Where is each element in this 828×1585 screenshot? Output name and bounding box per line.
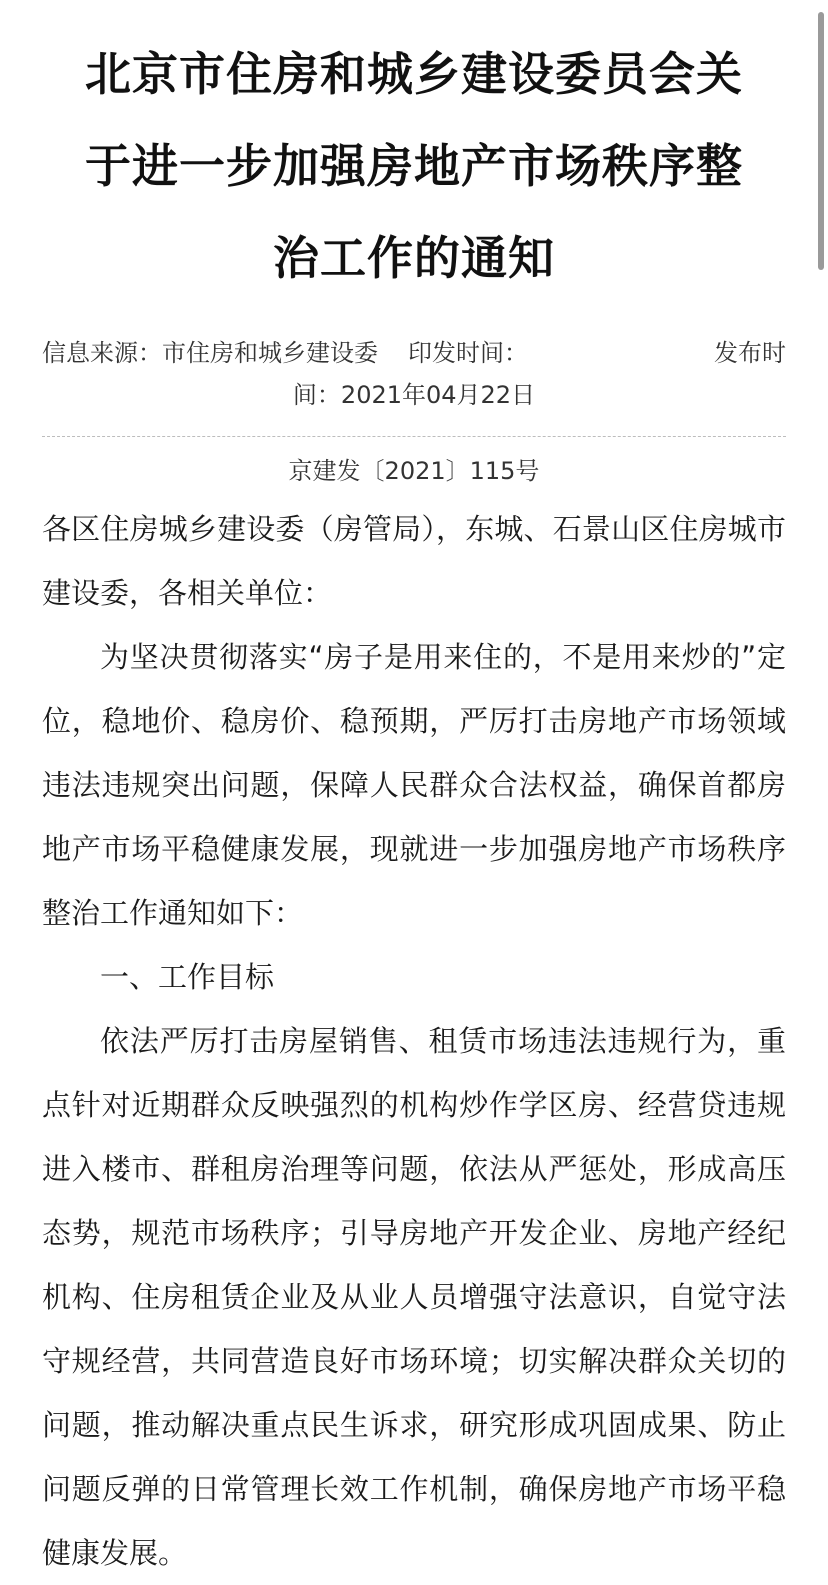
publish-label: 发布时 xyxy=(714,339,786,367)
document-body xyxy=(42,497,786,1585)
meta-row xyxy=(42,332,786,374)
source-label: 信息来源：市住房和城乡建设委 xyxy=(42,339,378,367)
page-title xyxy=(42,0,786,304)
document-meta xyxy=(42,332,786,416)
divider xyxy=(42,436,786,437)
section-heading: 一、工作目标 xyxy=(100,960,275,994)
section-paragraph: 依法严厉打击房屋销售、租赁市场违法违规行为，重点针对近期群众反映强烈的机构炒作学区房、经营贷违规进入楼市、群租房治理等问题，依法从严惩处，形成高压态势，规范市场秩序；引导房地产开发企业、房地产经纪机构、住房租赁企业及从业人员增强守法意识，自觉守法守规经营，共同营造良好市场环境；切实解决群众关切的问题，推动解决重点民生诉求，研究形成巩固成果、防止问题反弹的日常管理长效工作机制，确保房地产市场平稳健康发展。 xyxy=(42,1024,786,1570)
intro-paragraph: 为坚决贯彻落实“房子是用来住的，不是用来炒的”定位，稳地价、稳房价、稳预期，严厉打击房地产市场领域违法违规突出问题，保障人民群众合法权益，确保首都房地产市场平稳健康发展，现就进一步加强房地产市场秩序整治工作通知如下： xyxy=(42,640,786,930)
print-time-label: 印发时间： xyxy=(408,339,528,367)
scrollbar[interactable] xyxy=(818,12,824,270)
document-number: 京建发〔2021〕115号 xyxy=(288,457,540,485)
title-line-2: 于进一步加强房地产市场秩序整 xyxy=(85,139,743,193)
addressee: 各区住房城乡建设委（房管局），东城、石景山区住房城市建设委，各相关单位： xyxy=(42,512,786,610)
title-line-1: 北京市住房和城乡建设委员会关 xyxy=(85,47,743,101)
title-line-3: 治工作的通知 xyxy=(273,231,555,285)
publish-date: 间：2021年04月22日 xyxy=(292,381,536,409)
